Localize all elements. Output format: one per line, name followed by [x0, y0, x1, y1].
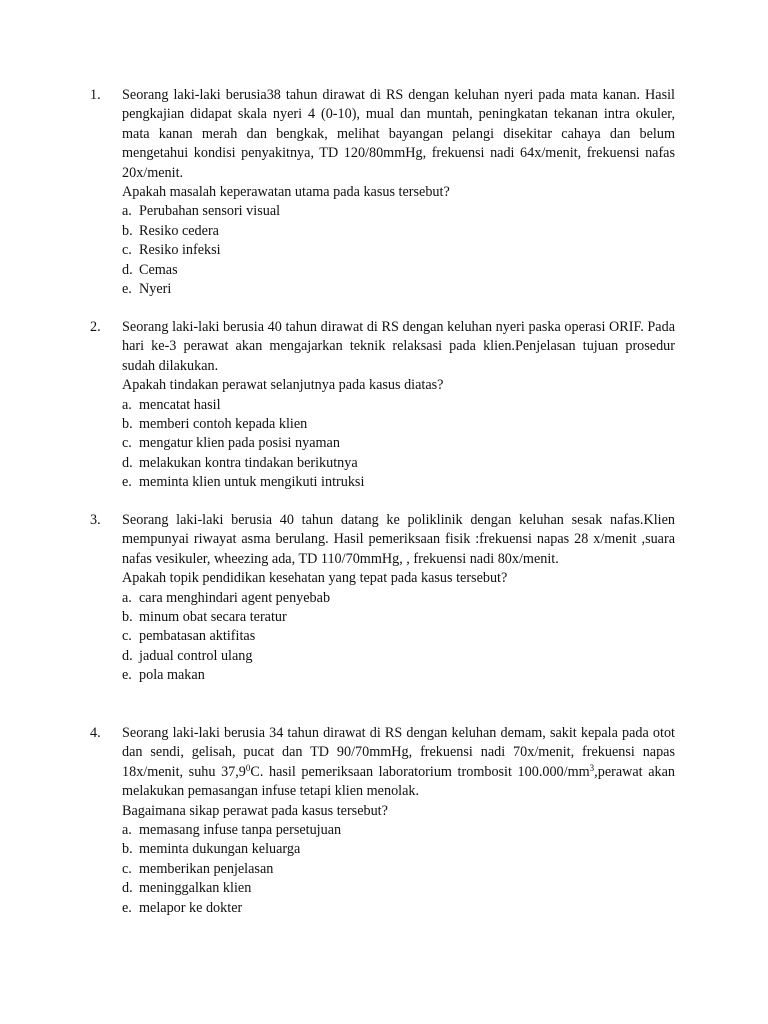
question-body [122, 318, 675, 493]
question-prompt: Apakah masalah keperawatan utama pada kasus tersebut? [122, 184, 450, 201]
question-number: 4. [90, 725, 101, 741]
option-letter: e. [122, 667, 132, 684]
answer-option [122, 840, 675, 859]
option-text: meninggalkan klien [139, 880, 252, 897]
option-text: memberikan penjelasan [139, 860, 274, 877]
question-text: Seorang laki-laki berusia38 tahun dirawat di RS dengan keluhan nyeri pada mata kanan. Hasil pengkajian didapat skala nyeri 4 (0-10), mual dan muntah, peningkatan tekanan intra okuler, mata kanan merah dan bengkak, melihat bayangan pelangi disekitar cahaya dan belum mengetahui kondisi penyakitnya, TD 120/80mmHg, frekuensi nadi 64x/menit, frekuensi nafas 20x/menit. [122, 87, 675, 181]
answer-option [122, 434, 675, 453]
answer-option [122, 627, 675, 646]
option-letter: b. [122, 222, 133, 239]
option-letter: d. [122, 261, 133, 278]
question-body [122, 86, 675, 299]
answer-option [122, 666, 675, 685]
option-text: Nyeri [139, 281, 172, 298]
question-1 [0, 86, 768, 299]
question-text-part: C. hasil pemeriksaan laboratorium trombosit 100.000/mm [250, 763, 590, 780]
option-letter: a. [122, 589, 132, 606]
answer-option [122, 589, 675, 608]
option-text: Perubahan sensori visual [139, 203, 281, 220]
option-letter: d. [122, 880, 133, 897]
question-prompt: Bagaimana sikap perawat pada kasus tersebut? [122, 802, 388, 819]
question-body [122, 511, 675, 686]
option-text: Cemas [139, 261, 178, 278]
question-text-part: Seorang laki-laki berusia 34 tahun dirawat di RS dengan keluhan demam, sakit kepala pada otot dan sendi, gelisah, pucat dan TD 90/70mmHg, frekuensi nadi 70x/menit, frekuensi napas 18x/menit, suhu 37,9 [122, 725, 675, 780]
option-text: Resiko infeksi [139, 242, 221, 259]
question-number: 1. [90, 87, 101, 103]
answer-option [122, 608, 675, 627]
option-letter: e. [122, 899, 132, 916]
question-number: 3. [90, 512, 101, 528]
answer-option [122, 202, 675, 221]
answer-option [122, 415, 675, 434]
answer-options [122, 396, 675, 493]
option-letter: d. [122, 647, 133, 664]
answer-option [122, 261, 675, 280]
option-text: meminta klien untuk mengikuti intruksi [139, 474, 365, 491]
answer-options [122, 202, 675, 299]
option-text: mengatur klien pada posisi nyaman [139, 435, 340, 452]
option-text: minum obat secara teratur [139, 609, 287, 626]
question-text-part: ,perawat akan melakukan pemasangan infuse tetapi klien menolak. [122, 763, 675, 800]
question-prompt: Apakah tindakan perawat selanjutnya pada kasus diatas? [122, 377, 444, 394]
answer-option [122, 396, 675, 415]
answer-option [122, 860, 675, 879]
question-prompt: Apakah topik pendidikan kesehatan yang tepat pada kasus tersebut? [122, 570, 508, 587]
option-letter: e. [122, 474, 132, 491]
question-3 [0, 511, 768, 686]
answer-option [122, 899, 675, 918]
option-letter: c. [122, 860, 132, 877]
question-2 [0, 318, 768, 493]
option-letter: a. [122, 822, 132, 839]
question-text: Seorang laki-laki berusia 40 tahun datang ke poliklinik dengan keluhan sesak nafas.Klien mempunyai riwayat asma berulang. Hasil pemeriksaan fisik :frekuensi napas 28 x/menit ,suara nafas vesikuler, wheezing ada, TD 110/70mmHg, , frekuensi nadi 80x/menit. [122, 512, 675, 567]
option-letter: c. [122, 628, 132, 645]
question-text [122, 724, 675, 802]
option-letter: a. [122, 203, 132, 220]
degree-superscript: 0 [245, 762, 251, 773]
question-4 [0, 724, 768, 918]
cubic-superscript: 3 [589, 762, 595, 773]
answer-options [122, 589, 675, 686]
answer-option [122, 454, 675, 473]
option-text: melakukan kontra tindakan berikutnya [139, 454, 358, 471]
option-letter: c. [122, 435, 132, 452]
answer-option [122, 647, 675, 666]
answer-option [122, 879, 675, 898]
option-text: meminta dukungan keluarga [139, 841, 301, 858]
option-letter: b. [122, 841, 133, 858]
option-letter: b. [122, 609, 133, 626]
option-letter: d. [122, 454, 133, 471]
answer-option [122, 821, 675, 840]
answer-option [122, 473, 675, 492]
option-letter: c. [122, 242, 132, 259]
option-text: memasang infuse tanpa persetujuan [139, 822, 342, 839]
option-letter: e. [122, 281, 132, 298]
answer-option [122, 280, 675, 299]
option-letter: b. [122, 416, 133, 433]
option-text: Resiko cedera [139, 222, 219, 239]
answer-option [122, 241, 675, 260]
question-text: Seorang laki-laki berusia 40 tahun dirawat di RS dengan keluhan nyeri paska operasi ORIF. Pada hari ke-3 perawat akan mengajarkan teknik relaksasi pada klien.Penjelasan tujuan prosedur sudah dilakukan. [122, 319, 675, 374]
answer-options [122, 821, 675, 918]
question-number: 2. [90, 319, 101, 335]
option-text: jadual control ulang [139, 647, 253, 664]
option-text: pembatasan aktifitas [139, 628, 256, 645]
option-text: mencatat hasil [139, 396, 221, 413]
option-text: memberi contoh kepada klien [139, 416, 308, 433]
option-text: cara menghindari agent penyebab [139, 589, 331, 606]
question-body [122, 724, 675, 918]
answer-option [122, 222, 675, 241]
option-text: melapor ke dokter [139, 899, 243, 916]
option-text: pola makan [139, 667, 205, 684]
option-letter: a. [122, 396, 132, 413]
